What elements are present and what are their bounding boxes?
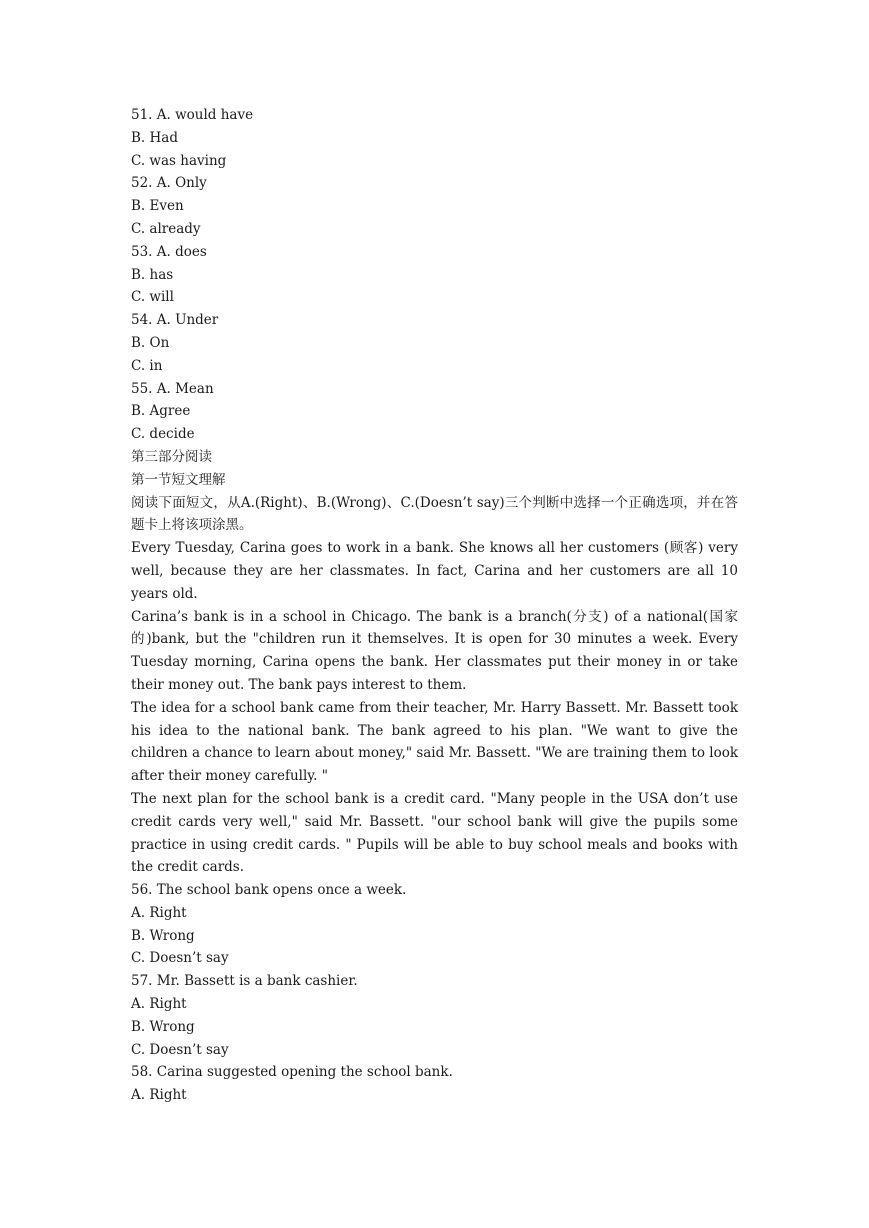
answer-option: A. Right xyxy=(131,1087,187,1104)
text-line: 55. A. Mean xyxy=(131,380,214,397)
question-text: 58. Carina suggested opening the school bank. xyxy=(131,1064,453,1081)
answer-option: A. Right xyxy=(131,996,187,1013)
question-text: 56. The school bank opens once a week. xyxy=(131,882,407,899)
instruction-text: 阅读下面短文，从A.(Right)、B.(Wrong)、C.(Doesn’t say)三个判断中选择一个正确选项，并在答题卡上将该项涂黑。 xyxy=(131,494,738,534)
subsection-heading: 第一节短文理解 xyxy=(131,471,226,488)
answer-option: C. Doesn’t say xyxy=(131,1041,229,1058)
section-heading: 第三部分阅读 xyxy=(131,448,212,465)
text-line: B. Agree xyxy=(131,403,191,420)
text-line: C. decide xyxy=(131,426,195,443)
document-page xyxy=(131,104,738,1107)
reading-passage xyxy=(131,537,738,879)
text-line: 53. A. does xyxy=(131,243,207,260)
answer-option: C. Doesn’t say xyxy=(131,950,229,967)
text-line: B. Had xyxy=(131,129,178,146)
answer-option: B. Wrong xyxy=(131,1018,195,1035)
passage-paragraph: The idea for a school bank came from their teacher, Mr. Harry Bassett. Mr. Bassett took his idea to the national bank. The bank agreed to his plan. "We want to give the children a chance to learn about money," said Mr. Bassett. "We are training them to look after their money carefully. " xyxy=(131,699,738,785)
passage-paragraph: Carina’s bank is in a school in Chicago. The bank is a branch(分支) of a national(国家的)bank, but the "children run it themselves. It is open for 30 minutes a week. Every Tuesday morning, Carina opens the bank. Her classmates put their money in or take their money out. The bank pays interest to them. xyxy=(131,608,738,693)
text-line: C. already xyxy=(131,220,201,237)
text-line: B. On xyxy=(131,334,170,351)
cloze-options xyxy=(131,104,738,492)
answer-option: A. Right xyxy=(131,904,187,921)
text-line: B. has xyxy=(131,266,174,283)
passage-paragraph: The next plan for the school bank is a credit card. "Many people in the USA don’t use credit cards very well," said Mr. Bassett. "our school bank will give the pupils some practice in using credit cards. " Pupils will be able to buy school meals and books with the credit cards. xyxy=(131,790,738,876)
text-line: 51. A. would have xyxy=(131,107,254,123)
text-line: C. in xyxy=(131,357,163,374)
questions xyxy=(131,879,738,1107)
answer-option: B. Wrong xyxy=(131,927,195,944)
passage-paragraph: Every Tuesday, Carina goes to work in a bank. She knows all her customers (顾客) very well, because they are her classmates. In fact, Carina and her customers are all 10 years old. xyxy=(131,540,738,602)
text-line: C. will xyxy=(131,289,174,306)
text-line: 52. A. Only xyxy=(131,175,207,192)
text-line: C. was having xyxy=(131,152,227,169)
text-line: 54. A. Under xyxy=(131,312,219,329)
text-line: B. Even xyxy=(131,198,184,215)
question-text: 57. Mr. Bassett is a bank cashier. xyxy=(131,973,358,990)
